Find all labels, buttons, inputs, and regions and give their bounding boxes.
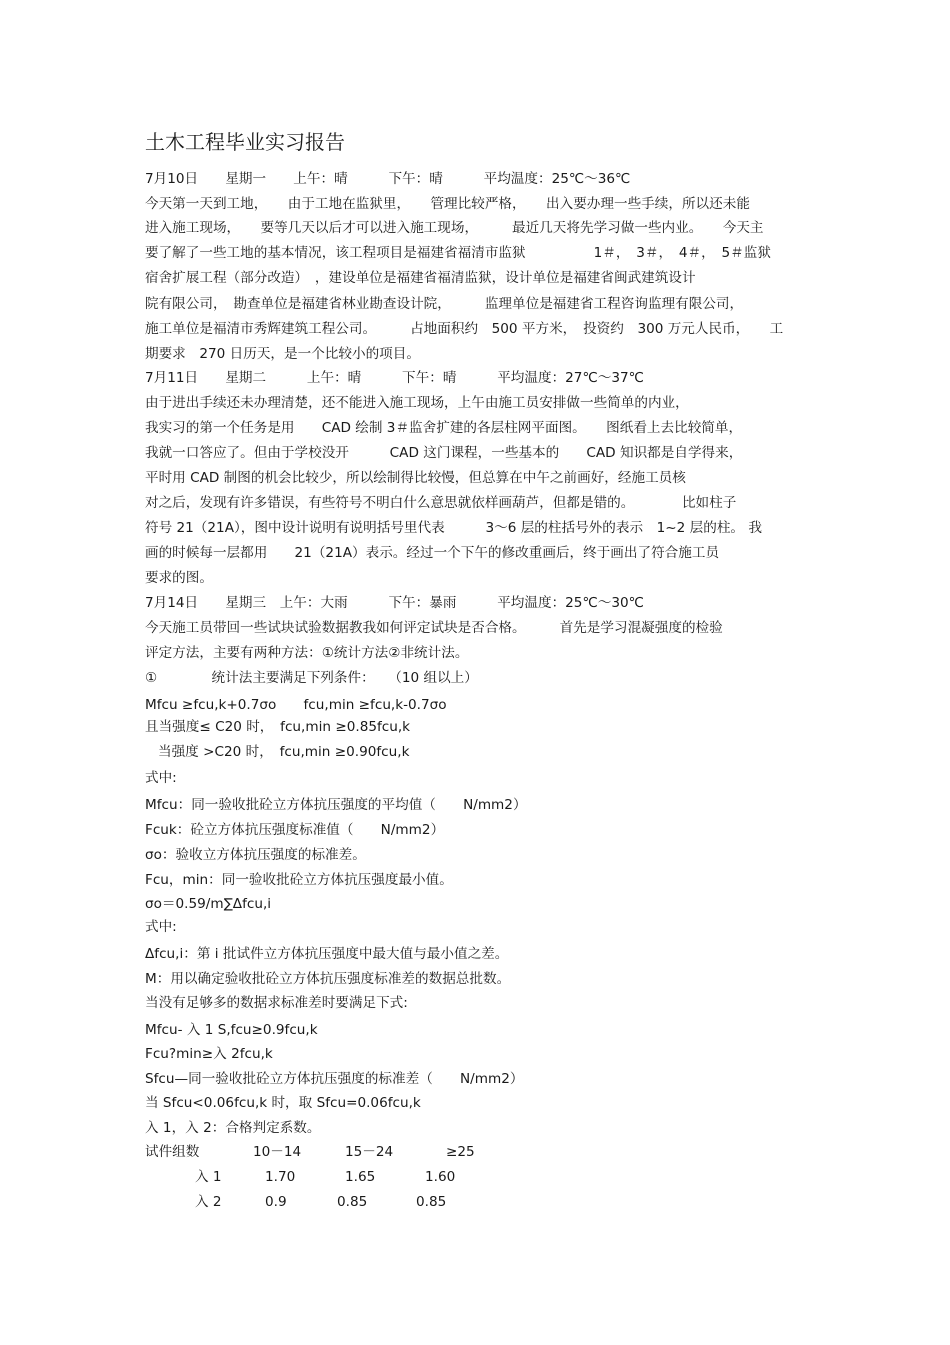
paragraph-line: 宿舍扩展工程（部分改造） ，建设单位是福建省福清监狱，设计单位是福建省闽武建筑设计 [145,270,696,286]
paragraph-line: 施工单位是福清市秀辉建筑工程公司。 占地面积约 500 平方米， 投资约 300 万元人民币， 工 [145,321,784,337]
definition-line: σo：验收立方体抗压强度的标准差。 [145,847,366,863]
table-cell: 0.85 [337,1194,368,1210]
paragraph-line: 期要求 270 日历天，是一个比较小的项目。 [145,346,420,362]
formula-line: 当强度 >C20 时， fcu,min ≥0.90fcu,k [158,744,410,760]
paragraph-line: 进入施工现场， 要等几天以后才可以进入施工现场， 最近几天将先学习做一些内业。 今天主 [145,220,764,236]
paragraph-line: 符号 21（21A），图中设计说明有说明括号里代表 3～6 层的柱括号外的表示 1~2 层的柱。 我 [145,520,762,536]
table-header-cell: ≥25 [446,1144,475,1160]
formula-line: Mfcu- 入 1 S,fcu≥0.9fcu,k [145,1022,318,1038]
definition-line: Mfcu：同一验收批砼立方体抗压强度的平均值（ N/mm2） [145,797,527,813]
table-header-cell: 试件组数 [145,1144,200,1160]
formula-line: 当 Sfcu<0.06fcu,k 时，取 Sfcu=0.06fcu,k [145,1095,421,1111]
table-cell: 1.60 [425,1169,456,1185]
formula-line: Mfcu ≥fcu,k+0.7σo fcu,min ≥fcu,k-0.7σo [145,697,447,713]
table-header-cell: 10－14 [253,1144,302,1160]
paragraph-line: 我就一口答应了。但由于学校没开 CAD 这门课程，一些基本的 CAD 知识都是自学得来， [145,445,743,461]
definition-line: Fcu，min：同一验收批砼立方体抗压强度最小值。 [145,872,453,888]
definition-line: M：用以确定验收批砼立方体抗压强度标准差的数据总批数。 [145,971,511,987]
document-title: 土木工程毕业实习报告 [145,130,345,154]
paragraph-line: 评定方法，主要有两种方法：①统计方法②非统计法。 [145,645,469,661]
definition-line: Δfcu,i：第 i 批试件立方体抗压强度中最大值与最小值之差。 [145,946,509,962]
table-cell: 0.9 [265,1194,287,1210]
diary-header-jul10: 7月10日 星期一 上午：晴 下午：晴 平均温度：25℃～36℃ [145,171,631,187]
definition-line: Fcuk：砼立方体抗压强度标准值（ N/mm2） [145,822,445,838]
formula-line: Fcu?min≥入 2fcu,k [145,1046,273,1062]
paragraph-line: 由于进出手续还未办理清楚，还不能进入施工现场，上午由施工员安排做一些简单的内业， [145,395,689,411]
paragraph-line: 要求的图。 [145,570,213,586]
paragraph-line: 画的时候每一层都用 21（21A）表示。经过一个下午的修改重画后，终于画出了符合施工员 [145,545,720,561]
diary-header-jul11: 7月11日 星期二 上午：晴 下午：晴 平均温度：27℃～37℃ [145,370,644,386]
paragraph-line: 当没有足够多的数据求标准差时要满足下式: [145,995,408,1011]
formula-line: σo＝0.59/m∑Δfcu,i [145,896,272,912]
table-cell: 1.65 [345,1169,376,1185]
table-row-label: 入 1 [195,1169,222,1185]
paragraph-line: 我实习的第一个任务是用 CAD 绘制 3＃监舍扩建的各层柱网平面图。 图纸看上去比较简单， [145,420,743,436]
paragraph-line: 今天第一天到工地， 由于工地在监狱里， 管理比较严格， 出入要办理一些手续，所以还未能 [145,196,750,212]
paragraph-line: 入 1，入 2：合格判定系数。 [145,1120,321,1136]
table-cell: 0.85 [416,1194,447,1210]
paragraph-line: 式中: [145,770,177,786]
paragraph-line: 对之后，发现有许多错误，有些符号不明白什么意思就依样画葫芦，但都是错的。 比如柱子 [145,495,737,511]
definition-line: Sfcu—同一验收批砼立方体抗压强度的标准差（ N/mm2） [145,1071,524,1087]
table-header-cell: 15－24 [345,1144,394,1160]
table-row-label: 入 2 [195,1194,222,1210]
paragraph-line: 院有限公司， 勘查单位是福建省林业勘查设计院， 监理单位是福建省工程咨询监理有限公司， [145,296,744,312]
paragraph-line: 今天施工员带回一些试块试验数据教我如何评定试块是否合格。 首先是学习混凝强度的检验 [145,620,723,636]
condition-heading: ① 统计法主要满足下列条件： （10 组以上） [145,670,478,686]
table-cell: 1.70 [265,1169,296,1185]
formula-line: 且当强度≤ C20 时， fcu,min ≥0.85fcu,k [145,719,411,735]
paragraph-line: 式中: [145,919,177,935]
paragraph-line: 要了解了一些工地的基本情况，该工程项目是福建省福清市监狱 1＃， 3＃， 4＃， 5＃监狱 [145,245,771,261]
paragraph-line: 平时用 CAD 制图的机会比较少，所以绘制得比较慢，但总算在中午之前画好，经施工员核 [145,470,686,486]
diary-header-jul14: 7月14日 星期三 上午：大雨 下午：暴雨 平均温度：25℃～30℃ [145,595,644,611]
